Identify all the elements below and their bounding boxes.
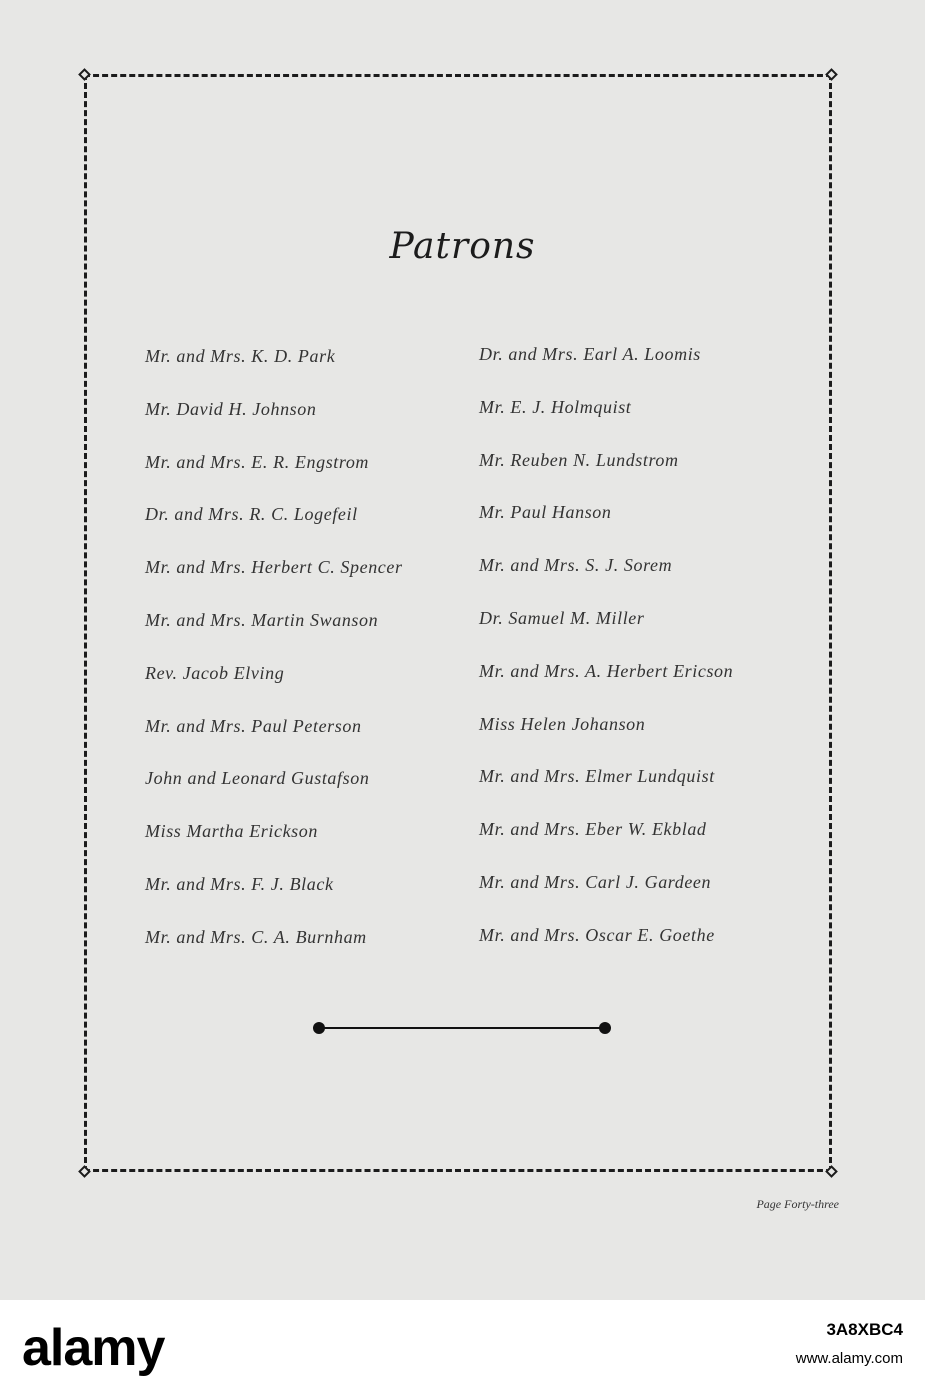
corner-ornament-icon <box>825 68 838 81</box>
corner-ornament-icon <box>78 68 91 81</box>
patron-name: Dr. and Mrs. R. C. Logefeil <box>145 504 358 525</box>
patron-name: Mr. and Mrs. K. D. Park <box>145 346 336 366</box>
patron-name: Dr. Samuel M. Miller <box>479 607 645 628</box>
patron-name: Mr. and Mrs. E. R. Engstrom <box>145 451 370 472</box>
patron-name: Mr. E. J. Holmquist <box>479 396 632 417</box>
page-title: Patrons <box>389 226 536 267</box>
patron-name: Mr. and Mrs. C. A. Burnham <box>145 926 367 947</box>
patron-list-right <box>479 336 733 970</box>
image-id: 3A8XBC4 <box>826 1320 903 1339</box>
patron-name: Rev. Jacob Elving <box>145 662 285 683</box>
dot-icon <box>599 1022 611 1034</box>
patron-name: Mr. and Mrs. A. Herbert Ericson <box>479 660 734 681</box>
patron-name: Mr. and Mrs. Herbert C. Spencer <box>145 557 403 578</box>
corner-ornament-icon <box>78 1165 91 1178</box>
patron-name: Mr. and Mrs. Elmer Lundquist <box>479 766 715 787</box>
patron-name: Mr. David H. Johnson <box>145 398 317 419</box>
patron-name: Miss Martha Erickson <box>145 821 318 842</box>
patron-name: Mr. and Mrs. Oscar E. Goethe <box>479 924 715 945</box>
patron-name: Mr. Reuben N. Lundstrom <box>479 449 679 470</box>
patron-name: Mr. and Mrs. Martin Swanson <box>145 609 379 630</box>
stock-footer <box>0 1300 925 1390</box>
patron-name: Mr. and Mrs. S. J. Sorem <box>479 555 673 576</box>
alamy-logo: alamy <box>22 1319 165 1377</box>
page-number: Page Forty-three <box>756 1197 839 1211</box>
patron-name: Dr. and Mrs. Earl A. Loomis <box>479 344 701 364</box>
patron-name: Mr. and Mrs. Eber W. Ekblad <box>479 819 707 840</box>
patron-name: Mr. and Mrs. Paul Peterson <box>145 715 362 736</box>
patron-name: Mr. and Mrs. F. J. Black <box>145 873 334 894</box>
patron-name: Mr. and Mrs. Carl J. Gardeen <box>479 871 712 892</box>
patron-name: John and Leonard Gustafson <box>145 768 370 789</box>
site-url: www.alamy.com <box>795 1350 903 1367</box>
patron-list-left <box>145 338 403 972</box>
patron-name: Mr. Paul Hanson <box>479 502 612 523</box>
divider-line <box>321 1027 603 1029</box>
corner-ornament-icon <box>825 1165 838 1178</box>
dot-icon <box>313 1022 325 1034</box>
divider-ornament <box>313 1021 611 1035</box>
patron-name: Miss Helen Johanson <box>479 713 646 734</box>
